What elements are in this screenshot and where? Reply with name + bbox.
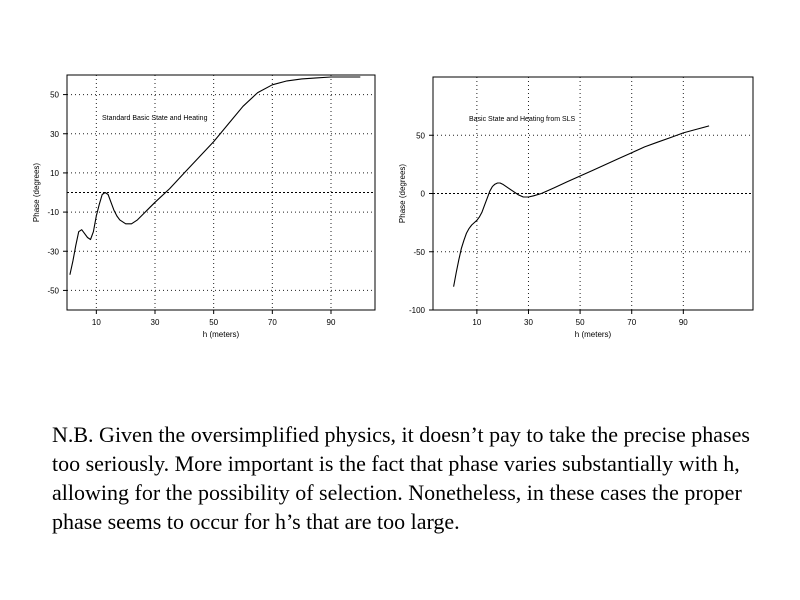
x-tick-label: 10 [472, 318, 482, 327]
x-tick-label: 90 [678, 318, 688, 327]
x-tick-label: 30 [150, 318, 160, 327]
y-tick-label: -50 [413, 247, 425, 257]
x-axis-label: h (meters) [574, 330, 612, 339]
x-tick-label: 90 [326, 318, 336, 327]
series-line-1 [70, 77, 360, 275]
x-tick-label: 70 [627, 318, 637, 327]
y-axis-label: Phase (degrees) [32, 162, 41, 223]
y-tick-label: -30 [47, 247, 59, 257]
y-tick-label: 0 [420, 189, 425, 199]
chart-title: Standard Basic State and Heating [102, 115, 208, 122]
note-text: N.B. Given the oversimplified physics, it doesn’t pay to take the precise phases too seriously. More important is the fact that phase varies substantially with h, allowing for the possibility of selection. Nonetheless, in these cases the proper phase seems to occur for h’s that are too large. [52, 422, 750, 534]
y-tick-label: 50 [50, 90, 59, 100]
chart-1 [32, 75, 375, 339]
x-axis-label: h (meters) [202, 330, 240, 339]
x-tick-label: 30 [524, 318, 533, 327]
y-tick-label: 50 [416, 131, 425, 141]
x-tick-label: 50 [209, 318, 219, 327]
y-tick-label: -10 [47, 208, 59, 218]
x-tick-label: 10 [91, 318, 101, 327]
y-tick-label: 10 [50, 168, 59, 178]
x-tick-label: 70 [267, 318, 277, 327]
y-tick-label: -100 [408, 306, 425, 315]
series-line-1 [454, 126, 709, 287]
y-tick-label: -50 [47, 286, 59, 296]
chart-2 [398, 77, 753, 339]
y-axis-label: Phase (degrees) [398, 163, 407, 224]
chart-title: Basic State and Heating from SLS [469, 116, 576, 123]
y-tick-label: 30 [50, 129, 59, 139]
x-tick-label: 50 [575, 318, 585, 327]
